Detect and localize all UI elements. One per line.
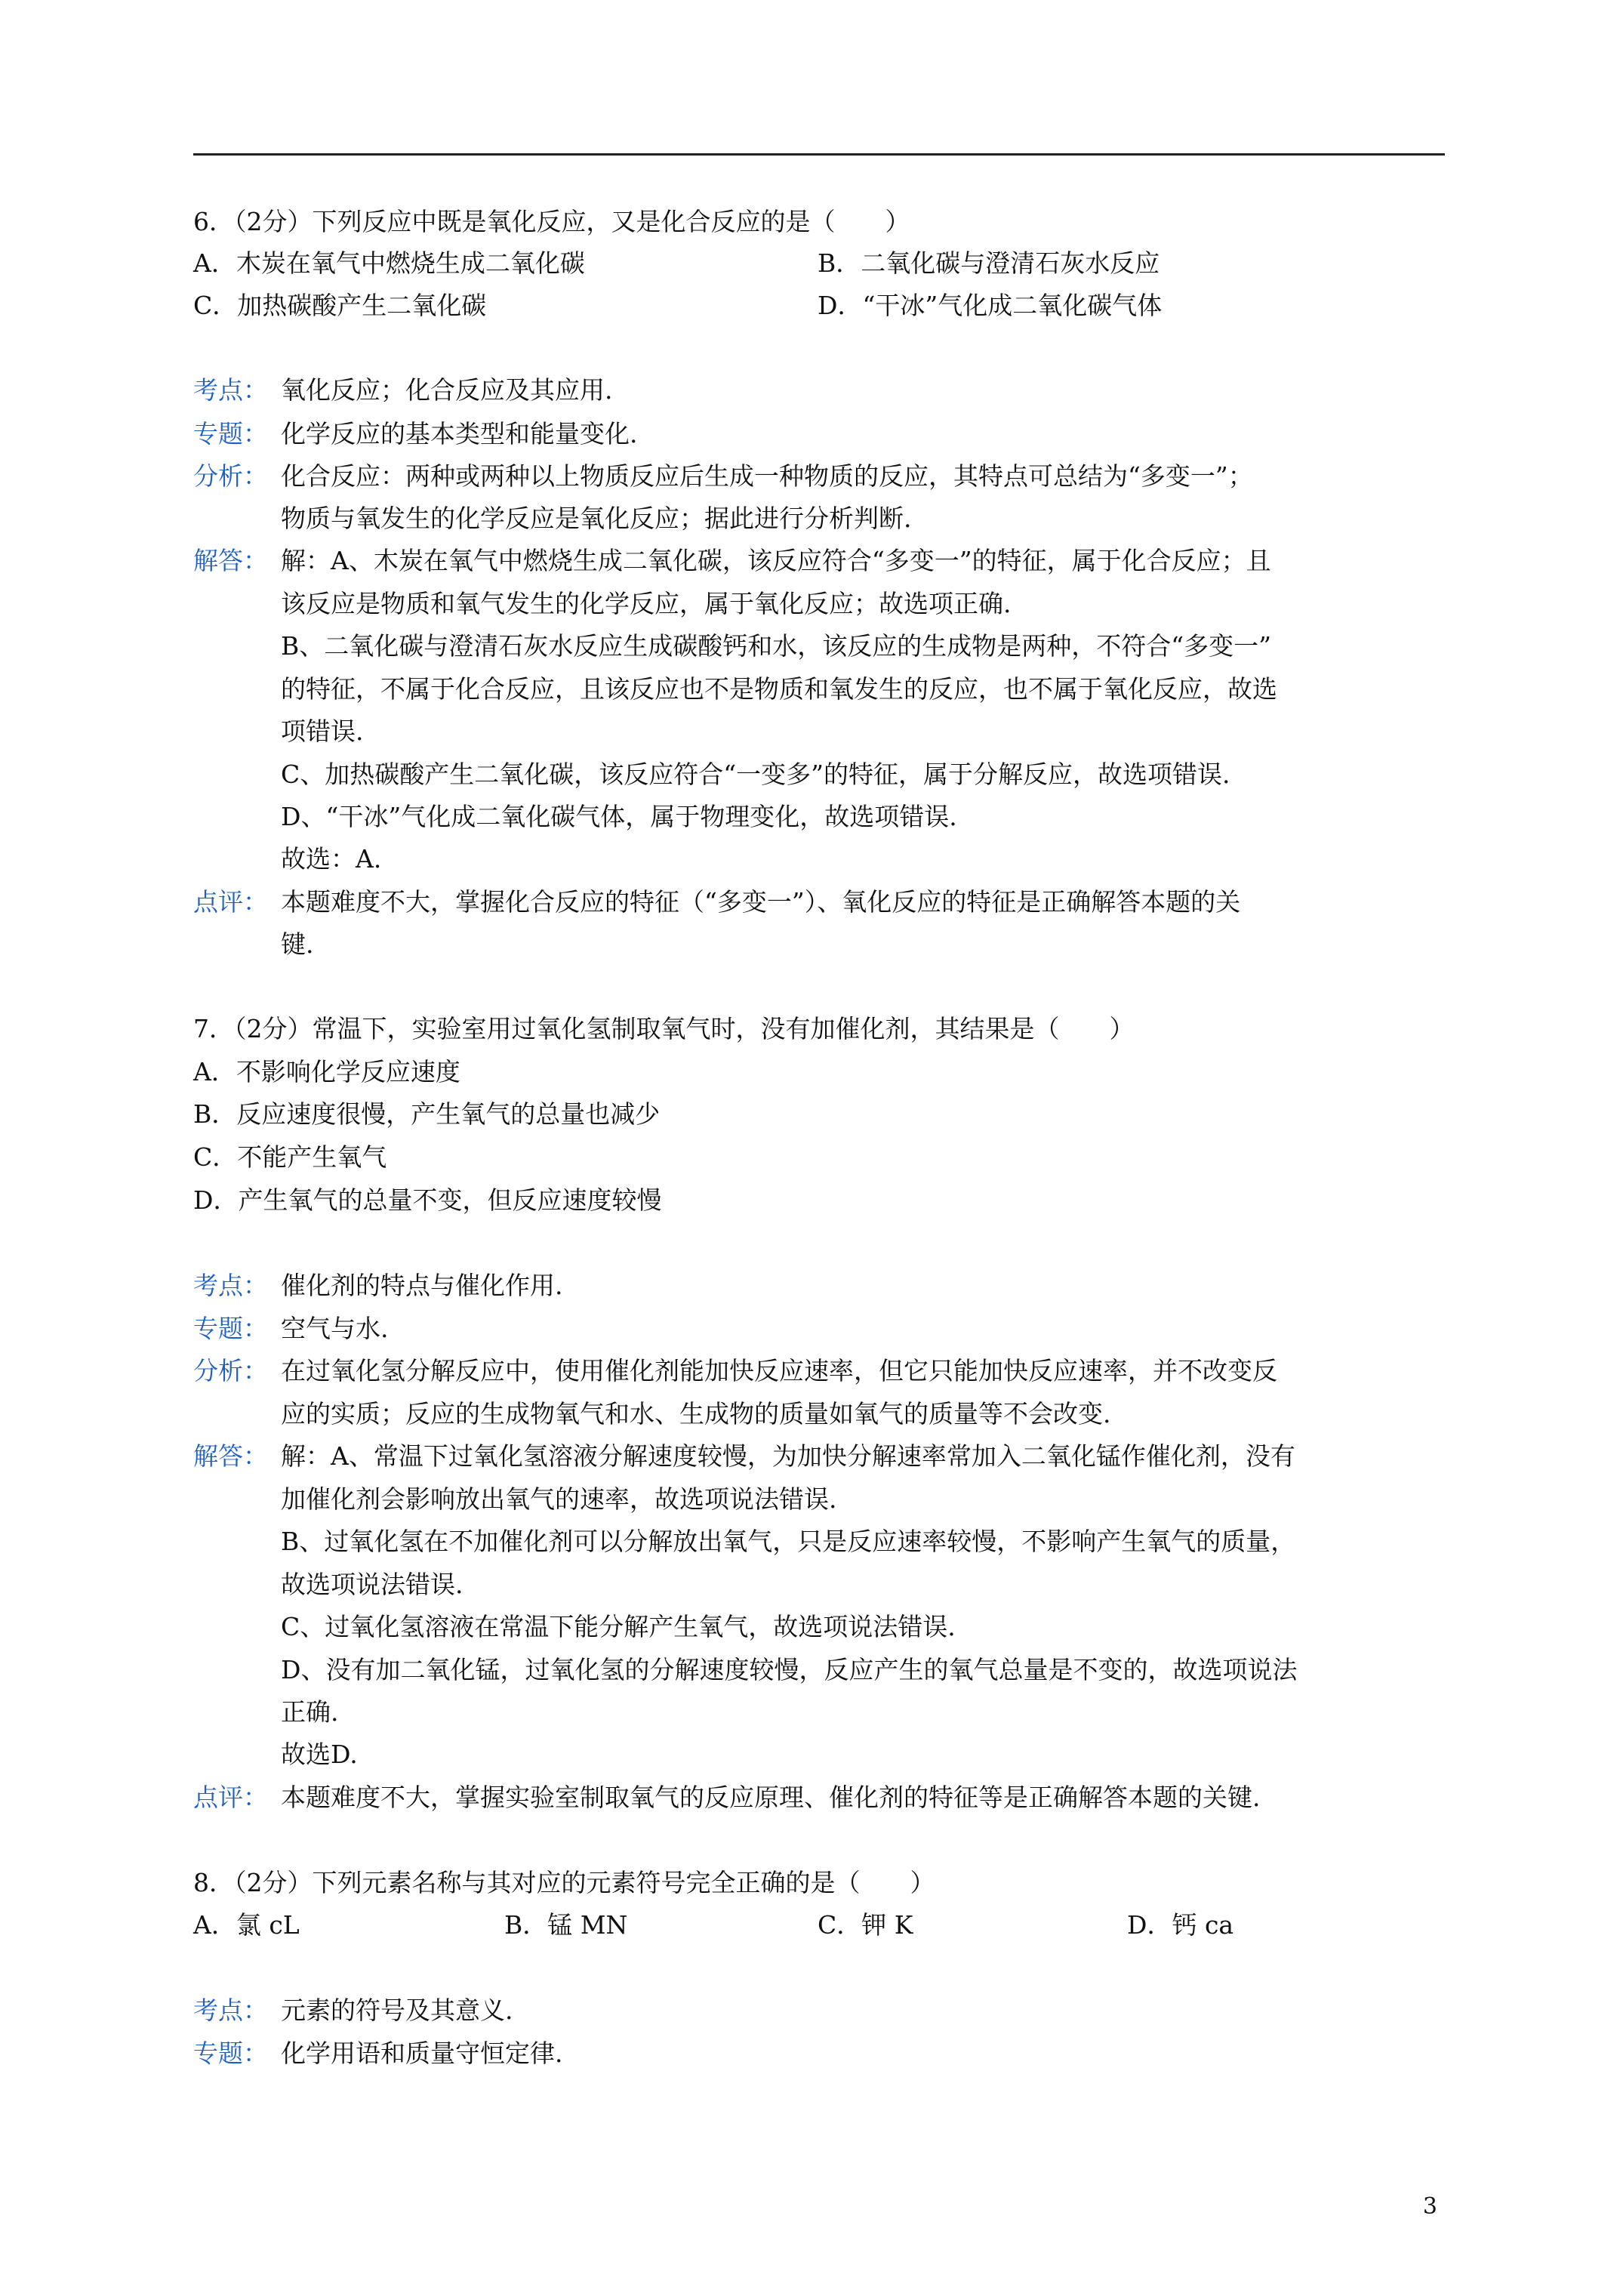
q7-jieda-line: C、过氧化氢溶液在常温下能分解产生氧气，故选项说法错误. — [281, 1612, 956, 1641]
q7-fenxi-line: 在过氧化氢分解反应中，使用催化剂能加快反应速率，但它只能加快反应速率，并不改变反 — [281, 1356, 1277, 1385]
q6-jieda-line: C、加热碳酸产生二氧化碳，该反应符合“一变多”的特征，属于分解反应，故选项错误. — [281, 760, 1230, 789]
q7-jieda-label: 解答： — [193, 1441, 268, 1471]
q6-fenxi-label: 分析： — [193, 461, 268, 491]
q8-zhuanti-label: 专题： — [193, 2039, 268, 2068]
q7-jieda-line: 故选项说法错误. — [281, 1570, 463, 1599]
q6-stem: 6．（2分）下列反应中既是氧化反应，又是化合反应的是（ ） — [193, 207, 910, 236]
q6-jieda-line: D、“干冰”气化成二氧化碳气体，属于物理变化，故选项错误. — [281, 802, 957, 831]
q7-dianping-line: 本题难度不大，掌握实验室制取氧气的反应原理、催化剂的特征等是正确解答本题的关键. — [281, 1783, 1261, 1812]
q8-option-a: A．氯 cL — [193, 1910, 300, 1940]
q7-option-b: B．反应速度很慢，产生氧气的总量也减少 — [193, 1099, 661, 1129]
q6-jieda-line: 项错误. — [281, 717, 364, 746]
q7-jieda-line: 解：A、常温下过氧化氢溶液分解速度较慢，为加快分解速率常加入二氧化锰作催化剂，没有 — [281, 1441, 1295, 1471]
q8-stem: 8．（2分）下列元素名称与其对应的元素符号完全正确的是（ ） — [193, 1868, 935, 1897]
q7-option-c: C．不能产生氧气 — [193, 1142, 387, 1172]
q7-zhuanti-label: 专题： — [193, 1314, 268, 1343]
q6-jieda-line: 的特征，不属于化合反应，且该反应也不是物质和氧发生的反应，也不属于氧化反应，故选 — [281, 674, 1277, 704]
q7-option-a: A．不影响化学反应速度 — [193, 1057, 460, 1086]
q6-zhuanti: 化学反应的基本类型和能量变化. — [281, 419, 638, 448]
q6-kaodian: 氧化反应；化合反应及其应用. — [281, 375, 613, 405]
q6-jieda-line: 故选：A. — [281, 844, 382, 874]
q7-jieda-line: 故选D. — [281, 1740, 358, 1769]
q7-jieda-line: B、过氧化氢在不加催化剂可以分解放出氧气，只是反应速率较慢，不影响产生氧气的质量， — [281, 1527, 1296, 1556]
q6-jieda-line: 解：A、木炭在氧气中燃烧生成二氧化碳，该反应符合“多变一”的特征，属于化合反应；且 — [281, 546, 1271, 575]
q7-zhuanti: 空气与水. — [281, 1314, 389, 1343]
q8-option-c: C．钾 K — [818, 1910, 913, 1940]
q7-fenxi-label: 分析： — [193, 1356, 268, 1385]
q7-dianping-label: 点评： — [193, 1783, 268, 1812]
q7-kaodian-label: 考点： — [193, 1271, 268, 1300]
header-rule — [193, 153, 1445, 156]
page-number: 3 — [1422, 2193, 1437, 2220]
q6-fenxi-line: 化合反应：两种或两种以上物质反应后生成一种物质的反应，其特点可总结为“多变一”； — [281, 461, 1253, 491]
q6-fenxi-line: 物质与氧发生的化学反应是氧化反应；据此进行分析判断. — [281, 504, 912, 533]
q8-kaodian-label: 考点： — [193, 1996, 268, 2025]
q6-option-c: C．加热碳酸产生二氧化碳 — [193, 291, 487, 320]
q6-option-b: B．二氧化碳与澄清石灰水反应 — [818, 248, 1160, 278]
q8-option-b: B．锰 MN — [504, 1910, 628, 1940]
q6-option-a: A．木炭在氧气中燃烧生成二氧化碳 — [193, 248, 585, 278]
q7-fenxi-line: 应的实质；反应的生成物氧气和水、生成物的质量如氧气的质量等不会改变. — [281, 1399, 1111, 1428]
q6-dianping-line: 本题难度不大，掌握化合反应的特征（“多变一”）、氧化反应的特征是正确解答本题的关 — [281, 887, 1241, 917]
q7-jieda-line: D、没有加二氧化锰，过氧化氢的分解速度较慢，反应产生的氧气总量是不变的，故选项说法 — [281, 1655, 1298, 1684]
q7-jieda-line: 正确. — [281, 1697, 339, 1727]
q6-jieda-line: B、二氧化碳与澄清石灰水反应生成碳酸钙和水，该反应的生成物是两种，不符合“多变一” — [281, 631, 1271, 661]
q6-jieda-label: 解答： — [193, 546, 268, 575]
q6-kaodian-label: 考点： — [193, 375, 268, 405]
q7-kaodian: 催化剂的特点与催化作用. — [281, 1271, 563, 1300]
q7-option-d: D．产生氧气的总量不变，但反应速度较慢 — [193, 1185, 662, 1215]
q8-kaodian: 元素的符号及其意义. — [281, 1996, 513, 2025]
q6-jieda-line: 该反应是物质和氧气发生的化学反应，属于氧化反应；故选项正确. — [281, 589, 1012, 618]
q8-zhuanti: 化学用语和质量守恒定律. — [281, 2039, 563, 2068]
q6-dianping-label: 点评： — [193, 887, 268, 917]
q6-option-d: D．“干冰”气化成二氧化碳气体 — [818, 291, 1163, 320]
q6-dianping-line: 键. — [281, 929, 314, 959]
q7-jieda-line: 加催化剂会影响放出氧气的速率，故选项说法错误. — [281, 1484, 837, 1514]
q7-stem: 7．（2分）常温下，实验室用过氧化氢制取氧气时，没有加催化剂，其结果是（ ） — [193, 1014, 1135, 1043]
q6-zhuanti-label: 专题： — [193, 419, 268, 448]
q8-option-d: D．钙 ca — [1127, 1910, 1234, 1940]
